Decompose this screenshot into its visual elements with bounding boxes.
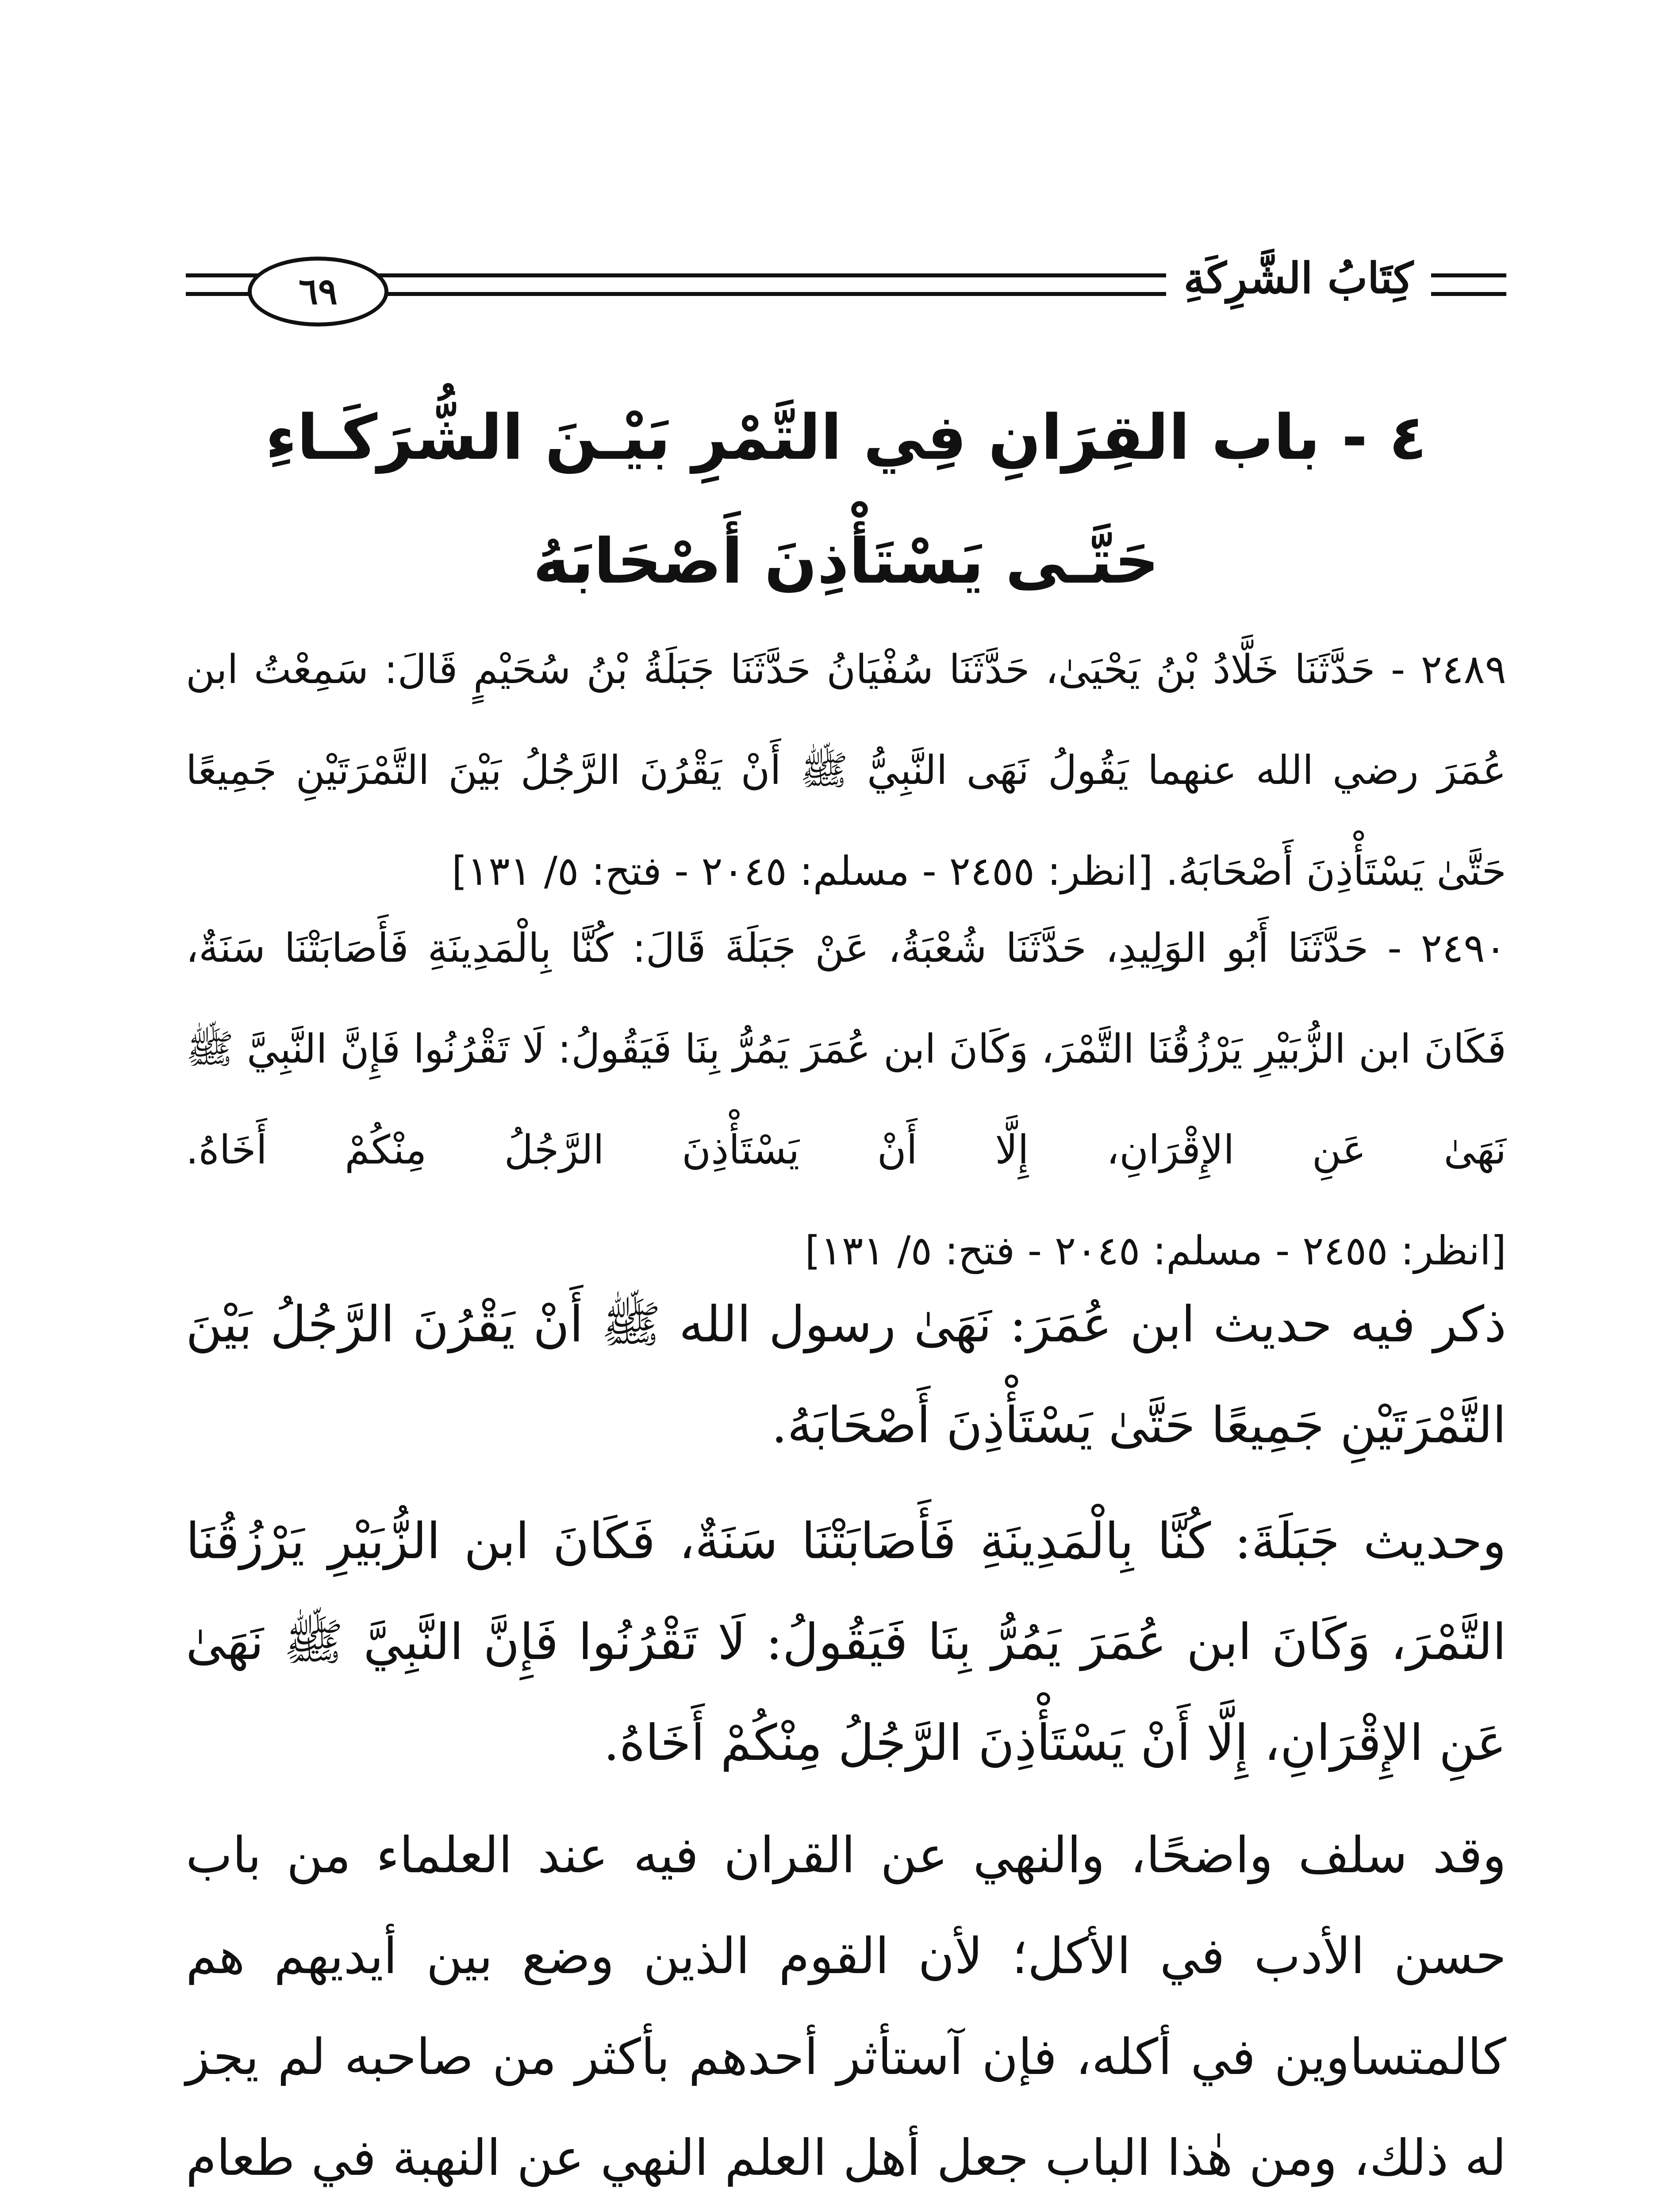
hadith-2490 <box>186 898 1506 1302</box>
commentary-paragraph-2 <box>186 1491 1506 1793</box>
chapter-title <box>186 376 1506 624</box>
commentary-text: ذكر فيه حديث ابن عُمَرَ: نَهَىٰ رسول الله ﷺ أَنْ يَقْرُنَ الرَّجُلُ بَيْنَ التَّمْرَتَيْنِ جَمِيعًا حَتَّىٰ يَسْتَأْذِنَ أَصْحَابَهُ. <box>186 1296 1506 1454</box>
page-number: ٦٩ <box>248 257 388 326</box>
hadith-body: ٢٤٨٩ - حَدَّثَنَا خَلَّادُ بْنُ يَحْيَىٰ، حَدَّثَنَا سُفْيَانُ حَدَّثَنَا جَبَلَةُ بْنُ سُحَيْمٍ قَالَ: سَمِعْتُ ابن عُمَرَ رضي الله عنهما يَقُولُ نَهَى النَّبِيُّ ﷺ أَنْ يَقْرُنَ الرَّجُلُ بَيْنَ التَّمْرَتَيْنِ جَمِيعًا حَتَّىٰ يَسْتَأْذِنَ أَصْحَابَهُ. <box>186 646 1506 895</box>
hadith-reference: [انظر: ٢٤٥٥ - مسلم: ٢٠٤٥ - فتح: ٥/ ١٣١] <box>805 1228 1506 1274</box>
commentary-text: وحديث جَبَلَةَ: كُنَّا بِالْمَدِينَةِ فَأَصَابَتْنَا سَنَةٌ، فَكَانَ ابن الزُّبَيْرِ يَرْزُقُنَا التَّمْرَ، وَكَانَ ابن عُمَرَ يَمُرُّ بِنَا فَيَقُولُ: لَا تَقْرُنُوا فَإِنَّ النَّبِيَّ ﷺ نَهَىٰ عَنِ الإِقْرَانِ، إِلَّا أَنْ يَسْتَأْذِنَ الرَّجُلُ مِنْكُمْ أَخَاهُ. <box>186 1513 1506 1772</box>
hadith-text <box>186 898 1506 1302</box>
hadith-text <box>186 619 1506 922</box>
chapter-title-line-2: حَتَّـى يَسْتَأْذِنَ أَصْحَابَهُ <box>533 526 1159 598</box>
hadith-2489 <box>186 619 1506 922</box>
commentary-paragraph-3 <box>186 1805 1506 2212</box>
running-header <box>186 248 1506 332</box>
running-title: كِتَابُ الشَّرِكَةِ <box>1166 253 1431 303</box>
chapter-title-line-1: ٤ - باب القِرَانِ فِي التَّمْرِ بَيْـنَ الشُّرَكَـاءِ <box>265 402 1427 474</box>
hadith-reference: [انظر: ٢٤٥٥ - مسلم: ٢٠٤٥ - فتح: ٥/ ١٣١] <box>451 848 1153 895</box>
commentary-text: وقد سلف واضحًا، والنهي عن القران فيه عند العلماء من باب حسن الأدب في الأكل؛ لأن القوم الذين وضع بين أيديهم هم كالمتساوين في أكله، فإن آستأثر أحدهم بأكثر من صاحبه لم يجز له ذلك، ومن هٰذا الباب جعل أهل العلم النهي عن النهبة في طعام <box>186 1827 1506 2187</box>
commentary-paragraph-1 <box>186 1274 1506 1476</box>
hadith-body: ٢٤٩٠ - حَدَّثَنَا أَبُو الوَلِيدِ، حَدَّثَنَا شُعْبَةُ، عَنْ جَبَلَةَ قَالَ: كُنَّا بِالْمَدِينَةِ فَأَصَابَتْنَا سَنَةٌ، فَكَانَ ابن الزُّبَيْرِ يَرْزُقُنَا التَّمْرَ، وَكَانَ ابن عُمَرَ يَمُرُّ بِنَا فَيَقُولُ: لَا تَقْرُنُوا فَإِنَّ النَّبِيَّ ﷺ نَهَىٰ عَنِ الإِقْرَانِ، إِلَّا أَنْ يَسْتَأْذِنَ الرَّجُلُ مِنْكُمْ أَخَاهُ. <box>186 925 1506 1173</box>
